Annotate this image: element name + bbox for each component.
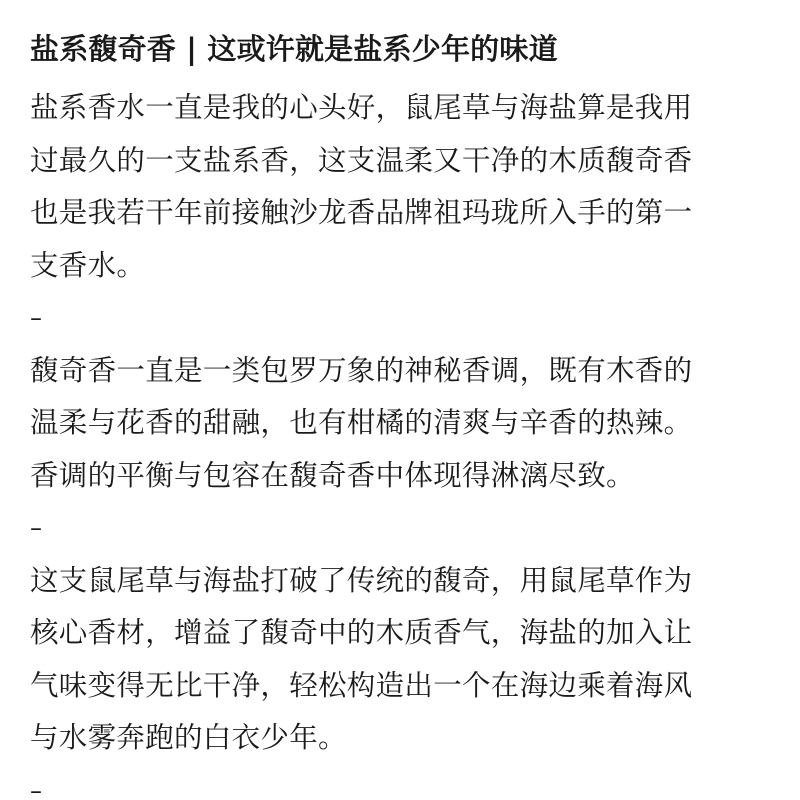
paragraph-line: 支香水。	[30, 248, 146, 282]
paragraph-line: 也是我若干年前接触沙龙香品牌祖玛珑所入手的第一	[30, 196, 693, 229]
paragraph-line: 盐系香水一直是我的心头好，鼠尾草与海盐算是我用	[30, 91, 693, 124]
section-divider: –	[30, 304, 42, 332]
paragraph-line: 过最久的一支盐系香，这支温柔又干净的木质馥奇香	[30, 143, 693, 177]
paragraph	[30, 555, 770, 800]
section-divider: –	[30, 514, 42, 542]
post-title: 盐系馥奇香 | 这或许就是盐系少年的味道	[30, 32, 558, 66]
paragraph-line: 气味变得无比干净，轻松构造出一个在海边乘着海风	[30, 668, 693, 702]
section-divider: –	[30, 776, 42, 800]
paragraph-line: 这支鼠尾草与海盐打破了传统的馥奇，用鼠尾草作为	[30, 563, 693, 597]
paragraph	[30, 345, 770, 555]
post-body	[30, 82, 770, 800]
paragraph	[30, 82, 770, 345]
paragraph-line: 温柔与花香的甜融，也有柑橘的清爽与辛香的热辣。	[30, 406, 693, 439]
paragraph-line: 香调的平衡与包容在馥奇香中体现得淋漓尽致。	[30, 458, 635, 492]
paragraph-line: 馥奇香一直是一类包罗万象的神秘香调，既有木香的	[30, 353, 693, 387]
paragraph-line: 核心香材，增益了馥奇中的木质香气，海盐的加入让	[30, 616, 693, 649]
paragraph-line: 与水雾奔跑的白衣少年。	[30, 721, 347, 754]
